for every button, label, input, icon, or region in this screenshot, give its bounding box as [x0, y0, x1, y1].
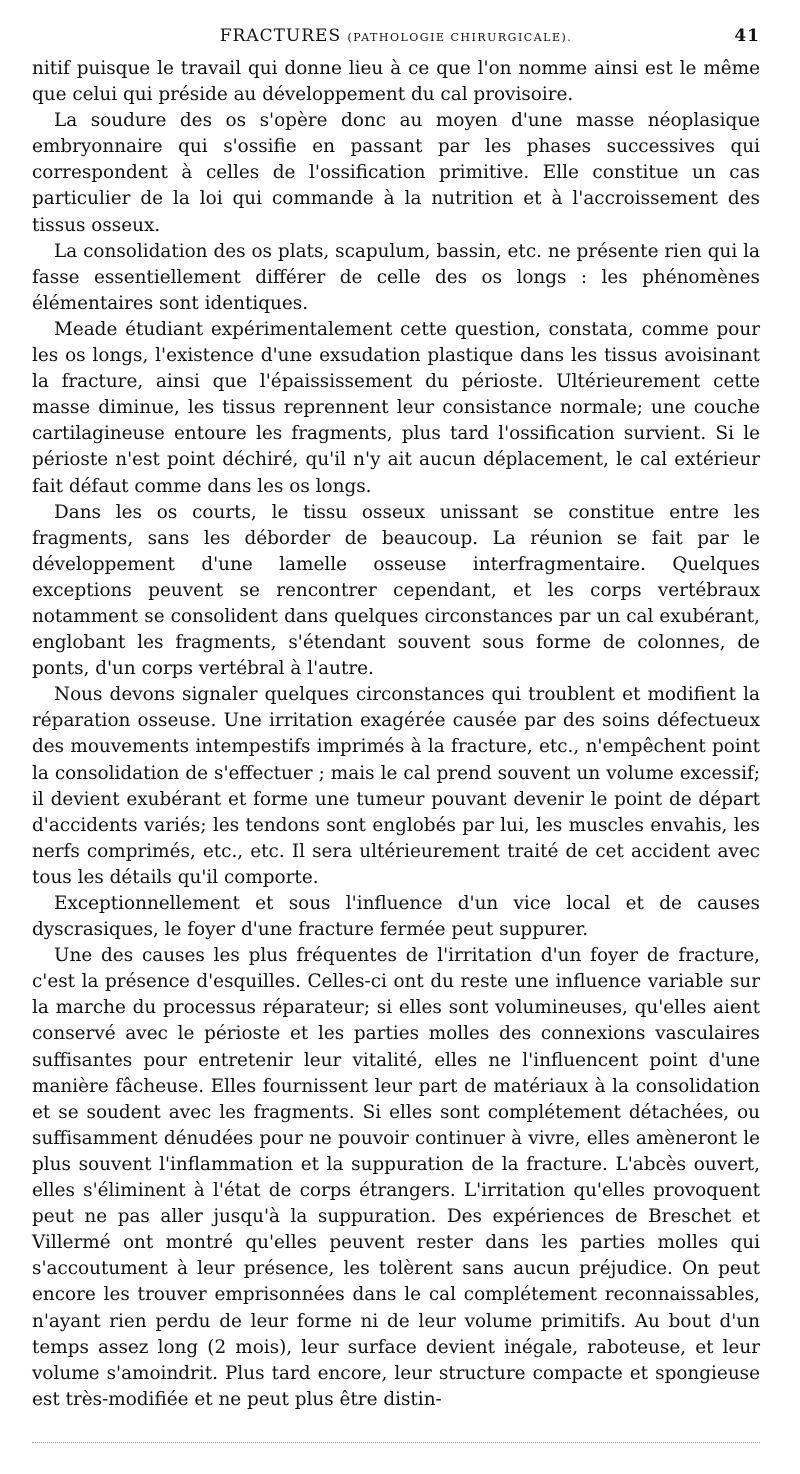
paragraph: Une des causes les plus fréquentes de l'irritation d'un foyer de fracture, c'est la présence d'esquilles. Celles-ci ont du reste une influence variable sur la marche du processus réparateur; si elles sont volumineuses, qu'elles aient conservé avec le périoste et les parties molles des connexions vasculaires suffisantes pour entretenir leur vitalité, elles ne l'influencent point d'une manière fâcheuse. Elles fournissent leur part de matériaux à la consolidation et se soudent avec les fragments. Si elles sont complétement détachées, ou suffisamment dénudées pour ne pouvoir continuer à vivre, elles amèneront le plus souvent l'inflammation et la suppuration de la fracture. L'abcès ouvert, elles s'éliminent à l'état de corps étrangers. L'irritation qu'elles provoquent peut ne pas aller jusqu'à la suppuration. Des expériences de Breschet et Villermé ont montré qu'elles peuvent rester dans les parties molles qui s'accoutument à leur présence, les tolèrent sans aucun préjudice. On peut encore les trouver emprisonnées dans le cal complétement reconnaissables, n'ayant rien perdu de leur forme ni de leur volume primitifs. Au bout d'un temps assez long (2 mois), leur surface devient inégale, raboteuse, et leur volume s'amoindrit. Plus tard encore, leur structure compacte et spongieuse est très-modifiée et ne peut plus être distin- [32, 945, 760, 1410]
page-number: 41 [734, 26, 760, 46]
header-subtitle: (PATHOLOGIE CHIRURGICALE). [347, 31, 573, 44]
paragraph: Dans les os courts, le tissu osseux unissant se constitue entre les fragments, sans les déborder de beaucoup. La réunion se fait par le développement d'une lamelle osseuse interfragmentaire. Quelques exceptions peuvent se rencontrer cependant, et les corps vertébraux notamment se consolident dans quelques circonstances par un cal exubérant, englobant les fragments, s'étendant souvent sous forme de colonnes, de ponts, d'un corps vertébral à l'autre. [32, 501, 760, 680]
book-page [32, 26, 760, 1413]
header-title [220, 26, 573, 46]
footer-dotted-rule [32, 1442, 760, 1443]
running-header [32, 26, 760, 56]
paragraph: nitif puisque le travail qui donne lieu à ce que l'on nomme ainsi est le même que celui qui préside au développement du cal provisoire. [32, 58, 760, 106]
paragraph: Nous devons signaler quelques circonstances qui troublent et modifient la réparation osseuse. Une irritation exagérée causée par des soins défectueux des mouvements intempestifs imprimés à la fracture, etc., n'empêchent point la consolidation de s'effectuer ; mais le cal prend souvent un volume excessif; il devient exubérant et forme une tumeur pouvant devenir le point de départ d'accidents variés; les tendons sont englobés par lui, les muscles envahis, les nerfs comprimés, etc., etc. Il sera ultérieurement traité de cet accident avec tous les détails qu'il comporte. [32, 684, 760, 888]
header-title-main: FRACTURES [219, 26, 342, 46]
paragraph: Meade étudiant expérimentalement cette question, constata, comme pour les os longs, l'existence d'une exsudation plastique dans les tissus avoisinant la fracture, ainsi que l'épaississement du périoste. Ultérieurement cette masse diminue, les tissus reprennent leur consistance normale; une couche cartilagineuse entoure les fragments, plus tard l'ossification survient. Si le périoste n'est point déchiré, qu'il n'y ait aucun déplacement, le cal extérieur fait défaut comme dans les os longs. [32, 318, 760, 497]
paragraph: Exceptionnellement et sous l'influence d'un vice local et de causes dyscrasiques, le foyer d'une fracture fermée peut suppurer. [32, 893, 760, 941]
paragraph: La consolidation des os plats, scapulum, bassin, etc. ne présente rien qui la fasse essentiellement différer de celle des os longs : les phénomènes élémentaires sont identiques. [32, 240, 760, 314]
body-text [32, 56, 760, 1413]
paragraph: La soudure des os s'opère donc au moyen d'une masse néoplasique embryonnaire qui s'ossifie en passant par les phases successives qui correspondent à celles de l'ossification primitive. Elle constitue un cas particulier de la loi qui commande à la nutrition et à l'accroissement des tissus osseux. [32, 110, 760, 236]
